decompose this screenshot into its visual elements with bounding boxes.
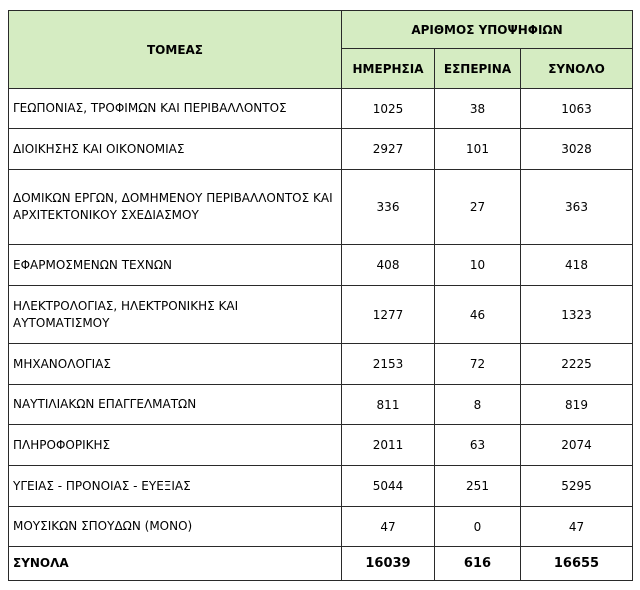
candidates-table <box>8 10 633 581</box>
total-cell: 2225 <box>521 344 633 385</box>
sector-cell: ΥΓΕΙΑΣ - ΠΡΟΝΟΙΑΣ - ΕΥΕΞΙΑΣ <box>9 466 342 507</box>
sector-cell: ΓΕΩΠΟΝΙΑΣ, ΤΡΟΦΙΜΩΝ ΚΑΙ ΠΕΡΙΒΑΛΛΟΝΤΟΣ <box>9 89 342 129</box>
header-evening: ΕΣΠΕΡΙΝΑ <box>435 49 521 89</box>
table-row <box>9 466 633 507</box>
total-cell: 819 <box>521 385 633 425</box>
day-cell: 47 <box>342 507 435 547</box>
table-row <box>9 245 633 286</box>
totals-evening: 616 <box>435 547 521 581</box>
table-row <box>9 507 633 547</box>
total-cell: 5295 <box>521 466 633 507</box>
table-row <box>9 344 633 385</box>
total-cell: 3028 <box>521 129 633 170</box>
evening-cell: 63 <box>435 425 521 466</box>
total-cell: 1323 <box>521 286 633 344</box>
table-row <box>9 425 633 466</box>
totals-total: 16655 <box>521 547 633 581</box>
total-cell: 2074 <box>521 425 633 466</box>
day-cell: 5044 <box>342 466 435 507</box>
day-cell: 408 <box>342 245 435 286</box>
evening-cell: 8 <box>435 385 521 425</box>
table-row <box>9 286 633 344</box>
day-cell: 2927 <box>342 129 435 170</box>
evening-cell: 38 <box>435 89 521 129</box>
table-row <box>9 385 633 425</box>
header-sector: ΤΟΜΕΑΣ <box>9 11 342 89</box>
totals-row <box>9 547 633 581</box>
day-cell: 811 <box>342 385 435 425</box>
evening-cell: 72 <box>435 344 521 385</box>
total-cell: 1063 <box>521 89 633 129</box>
table-row <box>9 129 633 170</box>
sector-cell: ΜΗΧΑΝΟΛΟΓΙΑΣ <box>9 344 342 385</box>
sector-cell: ΠΛΗΡΟΦΟΡΙΚΗΣ <box>9 425 342 466</box>
table-body <box>9 89 633 581</box>
table-row <box>9 89 633 129</box>
totals-label: ΣΥΝΟΛΑ <box>9 547 342 581</box>
sector-cell: ΔΟΜΙΚΩΝ ΕΡΓΩΝ, ΔΟΜΗΜΕΝΟΥ ΠΕΡΙΒΑΛΛΟΝΤΟΣ ΚΑΙ ΑΡΧΙΤΕΚΤΟΝΙΚΟΥ ΣΧΕΔΙΑΣΜΟΥ <box>9 170 342 245</box>
totals-day: 16039 <box>342 547 435 581</box>
day-cell: 1277 <box>342 286 435 344</box>
evening-cell: 27 <box>435 170 521 245</box>
total-cell: 363 <box>521 170 633 245</box>
sector-cell: ΗΛΕΚΤΡΟΛΟΓΙΑΣ, ΗΛΕΚΤΡΟΝΙΚΗΣ ΚΑΙ ΑΥΤΟΜΑΤΙΣΜΟΥ <box>9 286 342 344</box>
evening-cell: 0 <box>435 507 521 547</box>
sector-cell: ΝΑΥΤΙΛΙΑΚΩΝ ΕΠΑΓΓΕΛΜΑΤΩΝ <box>9 385 342 425</box>
evening-cell: 251 <box>435 466 521 507</box>
evening-cell: 101 <box>435 129 521 170</box>
sector-cell: ΕΦΑΡΜΟΣΜΕΝΩΝ ΤΕΧΝΩΝ <box>9 245 342 286</box>
header-day: ΗΜΕΡΗΣΙΑ <box>342 49 435 89</box>
sector-cell: ΜΟΥΣΙΚΩΝ ΣΠΟΥΔΩΝ (ΜΟΝΟ) <box>9 507 342 547</box>
day-cell: 2153 <box>342 344 435 385</box>
sector-cell: ΔΙΟΙΚΗΣΗΣ ΚΑΙ ΟΙΚΟΝΟΜΙΑΣ <box>9 129 342 170</box>
header-total: ΣΥΝΟΛΟ <box>521 49 633 89</box>
evening-cell: 10 <box>435 245 521 286</box>
total-cell: 418 <box>521 245 633 286</box>
table-header <box>9 11 633 89</box>
evening-cell: 46 <box>435 286 521 344</box>
day-cell: 1025 <box>342 89 435 129</box>
table-row <box>9 170 633 245</box>
header-candidates-group: ΑΡΙΘΜΟΣ ΥΠΟΨΗΦΙΩΝ <box>342 11 633 49</box>
total-cell: 47 <box>521 507 633 547</box>
day-cell: 336 <box>342 170 435 245</box>
day-cell: 2011 <box>342 425 435 466</box>
